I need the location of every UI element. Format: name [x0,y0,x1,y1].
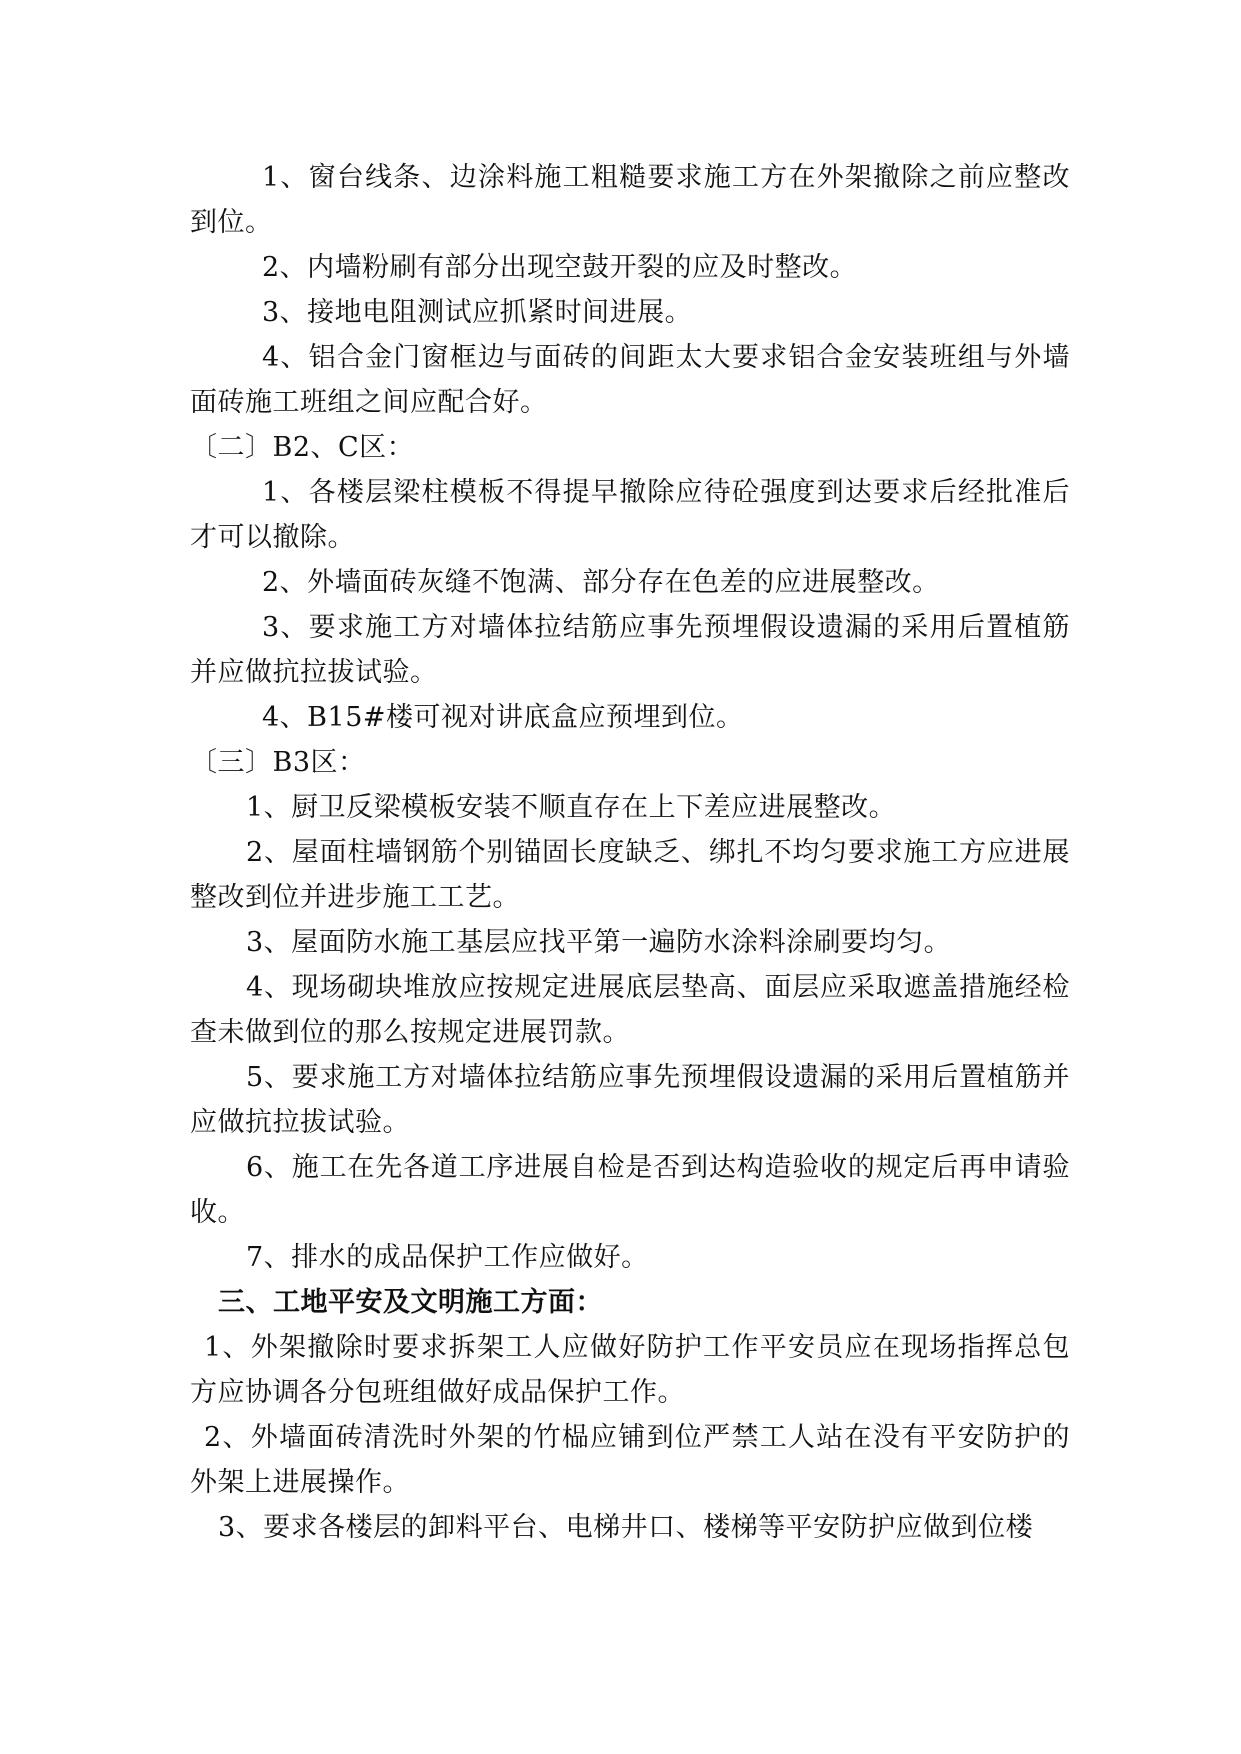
paragraph-5: 1、各楼层梁柱模板不得提早撤除应待砼强度到达要求后经批准后才可以撤除。 [190,477,1070,553]
paragraph-2: 2、内墙粉刷有部分出现空鼓开裂的应及时整改。 [262,252,858,283]
paragraph-11: 3、屋面防水施工基层应找平第一遍防水涂料涂刷要均匀。 [246,927,952,958]
paragraph-8: 4、B15#楼可视对讲底盒应预埋到位。 [262,702,744,733]
section-heading-safety: 三、工地平安及文明施工方面： [218,1287,603,1318]
paragraph-7: 3、要求施工方对墙体拉结筋应事先预埋假设遗漏的采用后置植筋并应做抗拉拔试验。 [190,612,1070,688]
section-heading-b2-c: 〔二〕B2、C区： [190,432,415,463]
paragraph-12: 4、现场砌块堆放应按规定进展底层垫高、面层应采取遮盖措施经检查未做到位的那么按规定进展罚款。 [190,972,1070,1048]
paragraph-15: 7、排水的成品保护工作应做好。 [246,1242,649,1273]
paragraph-16: 1、外架撤除时要求拆架工人应做好防护工作平安员应在现场指挥总包方应协调各分包班组做好成品保护工作。 [190,1332,1070,1408]
paragraph-3: 3、接地电阻测试应抓紧时间进展。 [262,297,693,328]
paragraph-1: 1、窗台线条、边涂料施工粗糙要求施工方在外架撤除之前应整改到位。 [190,162,1070,238]
paragraph-4: 4、铝合金门窗框边与面砖的间距太大要求铝合金安装班组与外墙面砖施工班组之间应配合好。 [190,342,1070,418]
paragraph-18: 3、要求各楼层的卸料平台、电梯井口、楼梯等平安防护应做到位楼 [218,1512,1034,1543]
paragraph-14: 6、施工在先各道工序进展自检是否到达构造验收的规定后再申请验收。 [190,1152,1070,1228]
section-heading-b3: 〔三〕B3区： [190,747,366,778]
paragraph-10: 2、屋面柱墙钢筋个别锚固长度缺乏、绑扎不均匀要求施工方应进展整改到位并进步施工工艺。 [190,837,1070,913]
document-body [190,155,1070,1550]
paragraph-13: 5、要求施工方对墙体拉结筋应事先预埋假设遗漏的采用后置植筋并应做抗拉拔试验。 [190,1062,1070,1138]
paragraph-9: 1、厨卫反梁模板安装不顺直存在上下差应进展整改。 [246,792,897,823]
paragraph-6: 2、外墙面砖灰缝不饱满、部分存在色差的应进展整改。 [262,567,940,598]
paragraph-17: 2、外墙面砖清洗时外架的竹榀应铺到位严禁工人站在没有平安防护的外架上进展操作。 [190,1422,1070,1498]
